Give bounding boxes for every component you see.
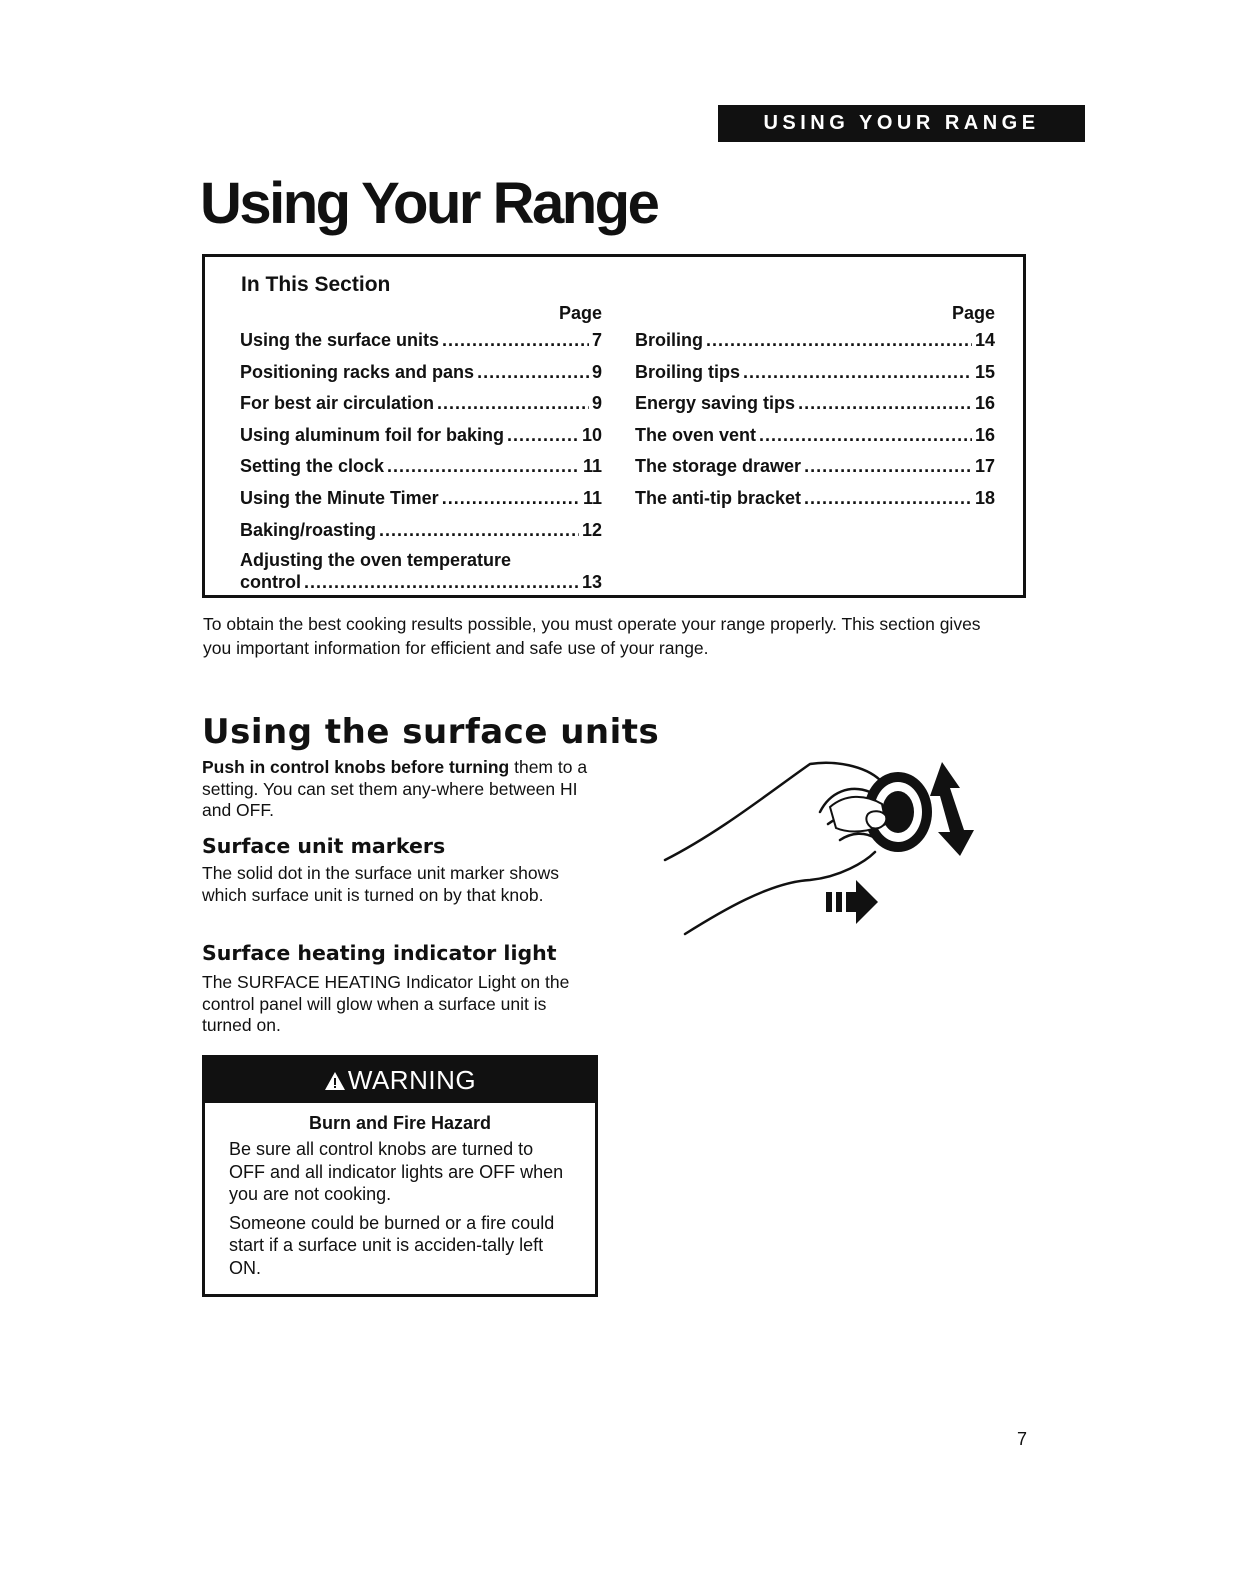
indicator-heading: Surface heating indicator light <box>202 941 557 965</box>
toc-entry-page: 11 <box>582 456 602 477</box>
toc-entry <box>635 325 995 357</box>
toc-entry-label: The storage drawer <box>635 456 802 477</box>
push-knobs-text: them to a setting. You can set them any-where between HI and OFF. <box>202 757 588 820</box>
toc-entry-page: 16 <box>974 393 995 414</box>
toc-entry <box>240 515 602 547</box>
toc-entry-page: 10 <box>581 424 602 445</box>
intro-paragraph: To obtain the best cooking results possible, you must operate your range properly. This section gives you important information for efficient and safe use of your range. <box>203 614 981 658</box>
warning-text-2: Someone could be burned or a fire could start if a surface unit is acciden-tally left ON. <box>229 1212 555 1278</box>
toc-entry <box>240 483 602 515</box>
toc-entry-page: 18 <box>974 487 995 508</box>
toc-entry-page: 7 <box>591 330 602 350</box>
toc-entry-page: 9 <box>591 393 602 414</box>
section-title: Using the surface units <box>202 712 660 752</box>
warning-text-1: Be sure all control knobs are turned to OFF and all indicator lights are OFF when you are not cooking. <box>229 1139 564 1204</box>
markers-text: The solid dot in the surface unit marker shows which surface unit is turned on by that knob. <box>202 863 559 905</box>
toc-page-label: Page <box>951 303 995 323</box>
toc-entry-label: Energy saving tips <box>635 393 796 414</box>
toc-entry-page: 13 <box>581 572 602 593</box>
toc-entry <box>240 388 602 420</box>
toc-entry-page: 12 <box>581 519 602 540</box>
toc-column-right <box>635 301 995 515</box>
toc-entry-page: 14 <box>974 330 995 350</box>
warning-header <box>205 1058 595 1103</box>
toc-entry-label: Adjusting the oven temperature <box>240 550 512 571</box>
markers-heading: Surface unit markers <box>202 834 446 858</box>
toc-entry-label: Using the surface units <box>240 330 440 350</box>
toc-entry-label: Broiling <box>635 330 703 350</box>
toc-entry-label: The oven vent <box>635 424 757 445</box>
toc-entry <box>635 451 995 483</box>
warning-label: WARNING <box>347 1065 477 1095</box>
toc-entry-label: Using aluminum foil for baking <box>240 424 505 445</box>
warning-triangle-icon <box>324 1071 346 1091</box>
toc-column-left <box>240 301 602 593</box>
warning-box <box>202 1055 598 1297</box>
section-banner: USING YOUR RANGE <box>718 105 1085 142</box>
toc-entry <box>635 420 995 452</box>
toc-entry <box>240 357 602 389</box>
toc-entry-label: Baking/roasting <box>240 519 377 540</box>
toc-box <box>202 254 1026 598</box>
toc-entry-page: 15 <box>974 361 995 382</box>
indicator-text: The SURFACE HEATING Indicator Light on the control panel will glow when a surface unit is turned on. <box>202 972 570 1035</box>
toc-entry-label: Broiling tips <box>635 361 740 382</box>
push-knobs-paragraph <box>202 757 597 822</box>
toc-entry <box>240 325 602 357</box>
toc-entry <box>635 357 995 389</box>
knob-illustration <box>660 752 1000 942</box>
warning-subtitle: Burn and Fire Hazard <box>308 1113 492 1133</box>
page-number: 7 <box>1017 1429 1028 1449</box>
toc-entry <box>240 420 602 452</box>
push-knobs-lead: Push in control knobs before turning <box>202 757 510 777</box>
toc-entry-page: 17 <box>974 456 995 477</box>
toc-entry <box>635 483 995 515</box>
toc-heading: In This Section <box>241 273 391 296</box>
toc-entry-page: 9 <box>591 361 602 382</box>
toc-entry <box>635 388 995 420</box>
toc-entry-page: 11 <box>582 487 602 508</box>
toc-entry-label: Setting the clock <box>240 456 385 477</box>
toc-page-label: Page <box>558 303 602 323</box>
toc-entry-label: The anti-tip bracket <box>635 487 802 508</box>
toc-entry-label: Using the Minute Timer <box>240 487 439 508</box>
toc-entry-label-cont: control <box>240 572 301 593</box>
toc-entry-label: Positioning racks and pans <box>240 361 475 382</box>
toc-entry-page: 16 <box>974 424 995 445</box>
toc-entry <box>240 451 602 483</box>
toc-entry-label: For best air circulation <box>240 393 435 414</box>
page-title: Using Your Range <box>200 171 658 236</box>
toc-entry <box>240 549 602 593</box>
